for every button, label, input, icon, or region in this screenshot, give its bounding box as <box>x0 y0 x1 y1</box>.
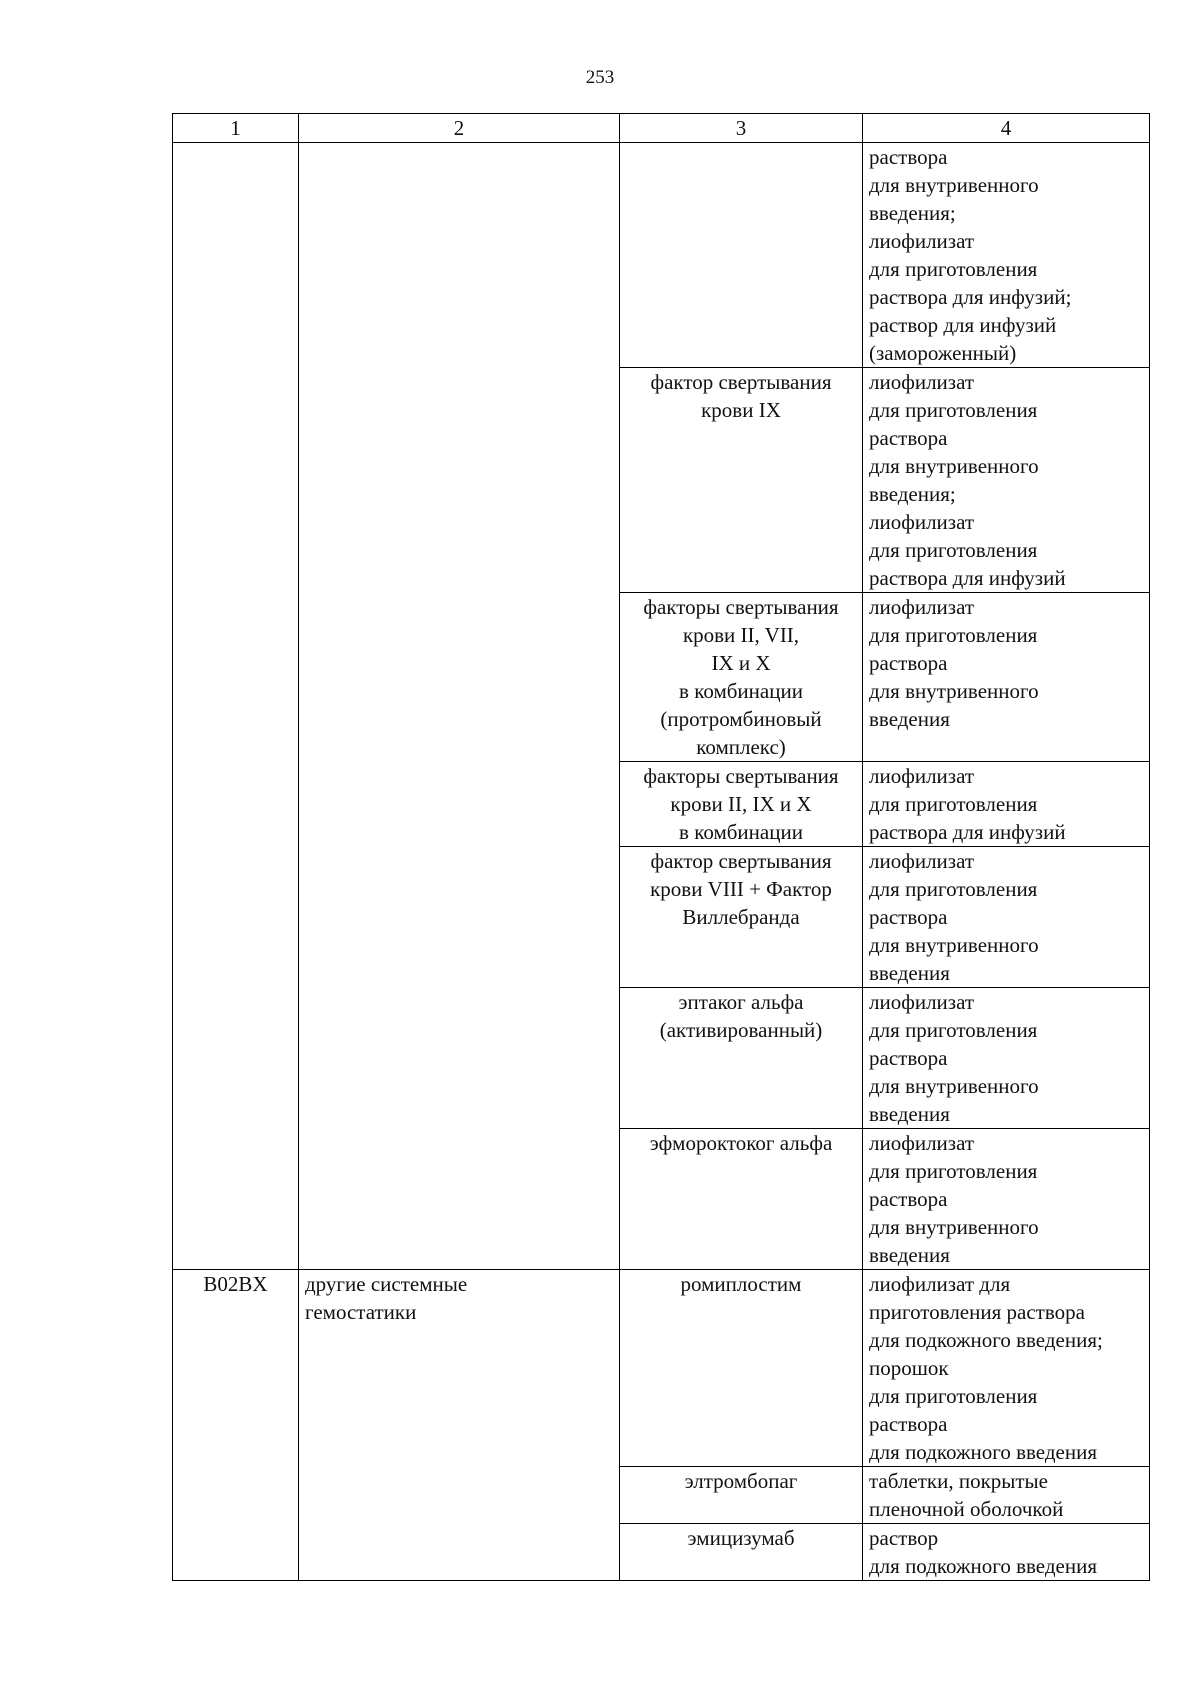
cell-line: для подкожного введения; <box>869 1328 1103 1352</box>
cell-line: факторы свертывания <box>643 595 839 619</box>
substance-cell <box>620 368 863 593</box>
substance-cell <box>620 988 863 1129</box>
cell-line: крови IX <box>701 398 781 422</box>
cell-line: введения <box>869 1243 950 1267</box>
cell-line: (протромбиновый <box>660 707 822 731</box>
cell-line: в комбинации <box>679 679 803 703</box>
dosage-form-cell <box>863 1270 1150 1467</box>
dosage-form-cell <box>863 593 1150 762</box>
substance-cell <box>620 593 863 762</box>
cell-line: раствора <box>869 1187 948 1211</box>
substance-cell <box>620 847 863 988</box>
dosage-form-cell <box>863 1467 1150 1524</box>
cell-line: IX и X <box>711 651 771 675</box>
cell-line: введения; <box>869 482 956 506</box>
atc-code-cell <box>173 1270 299 1581</box>
cell-line: ромиплостим <box>680 1272 802 1296</box>
cell-line: для внутривенного <box>869 173 1039 197</box>
cell-line: Виллебранда <box>682 905 800 929</box>
cell-line: раствор <box>869 1526 939 1550</box>
cell-line: раствора <box>869 651 948 675</box>
cell-line: лиофилизат <box>869 595 975 619</box>
cell-line: для подкожного введения <box>869 1554 1097 1578</box>
cell-line: для приготовления <box>869 792 1038 816</box>
cell-line: комплекс) <box>696 735 786 759</box>
cell-line: раствора <box>869 905 948 929</box>
cell-line: для приготовления <box>869 1159 1038 1183</box>
cell-line: крови II, VII, <box>682 623 800 647</box>
table-row <box>173 1270 1150 1467</box>
cell-line: раствора для инфузий <box>869 820 1066 844</box>
cell-line: фактор свертывания <box>650 370 832 394</box>
cell-line: введения <box>869 1102 950 1126</box>
cell-line: раствора <box>869 1046 948 1070</box>
cell-line: лиофилизат <box>869 510 975 534</box>
substance-cell <box>620 1270 863 1467</box>
cell-line: элтромбопаг <box>684 1469 798 1493</box>
cell-line: эфмороктоког альфа <box>649 1131 833 1155</box>
header-cell-3: 3 <box>620 114 863 143</box>
cell-line: лиофилизат для <box>869 1272 1011 1296</box>
header-cell-1: 1 <box>173 114 299 143</box>
cell-line: раствора <box>869 145 948 169</box>
cell-line: для подкожного введения <box>869 1440 1097 1464</box>
cell-line: таблетки, покрытые <box>869 1469 1048 1493</box>
cell-line: другие системные <box>305 1272 468 1296</box>
cell-line: для приготовления <box>869 623 1038 647</box>
table-header-row <box>173 114 1150 143</box>
cell-line: введения <box>869 961 950 985</box>
dosage-form-cell <box>863 368 1150 593</box>
cell-line: порошок <box>869 1356 949 1380</box>
dosage-form-cell <box>863 988 1150 1129</box>
substance-cell <box>620 762 863 847</box>
cell-line: пленочной оболочкой <box>869 1497 1064 1521</box>
group-name-cell <box>299 1270 620 1581</box>
page-number: 253 <box>585 67 615 88</box>
dosage-form-cell <box>863 762 1150 847</box>
cell-line: для внутривенного <box>869 454 1039 478</box>
cell-line: (замороженный) <box>869 341 1017 365</box>
cell-line: для приготовления <box>869 1018 1038 1042</box>
cell-line: введения <box>869 707 950 731</box>
atc-code-cell <box>173 143 299 1270</box>
header-cell-4: 4 <box>863 114 1150 143</box>
cell-line: гемостатики <box>305 1300 417 1324</box>
cell-line: крови VIII + Фактор <box>650 877 832 901</box>
cell-line: эптаког альфа <box>678 990 804 1014</box>
cell-line: в комбинации <box>679 820 803 844</box>
cell-line: лиофилизат <box>869 990 975 1014</box>
header-cell-2: 2 <box>299 114 620 143</box>
cell-line: для внутривенного <box>869 933 1039 957</box>
cell-line: B02BX <box>203 1272 268 1296</box>
substance-cell <box>620 1524 863 1581</box>
cell-line: раствора для инфузий <box>869 566 1066 590</box>
cell-line: раствора <box>869 426 948 450</box>
cell-line: для внутривенного <box>869 1215 1039 1239</box>
cell-line: для внутривенного <box>869 679 1039 703</box>
cell-line: лиофилизат <box>869 229 975 253</box>
cell-line: для приготовления <box>869 257 1038 281</box>
cell-line: крови II, IX и X <box>670 792 812 816</box>
cell-line: для приготовления <box>869 1384 1038 1408</box>
cell-line: эмицизумаб <box>687 1526 795 1550</box>
cell-line: для приготовления <box>869 398 1038 422</box>
group-name-cell <box>299 143 620 1270</box>
dosage-form-cell <box>863 1524 1150 1581</box>
substance-cell <box>620 1467 863 1524</box>
drug-table <box>172 113 1150 1581</box>
dosage-form-cell <box>863 847 1150 988</box>
dosage-form-cell <box>863 143 1150 368</box>
cell-line: (активированный) <box>659 1018 823 1042</box>
substance-cell <box>620 143 863 368</box>
cell-line: факторы свертывания <box>643 764 839 788</box>
cell-line: лиофилизат <box>869 849 975 873</box>
cell-line: лиофилизат <box>869 370 975 394</box>
cell-line: лиофилизат <box>869 764 975 788</box>
substance-cell <box>620 1129 863 1270</box>
cell-line: раствора для инфузий; <box>869 285 1072 309</box>
cell-line: для приготовления <box>869 538 1038 562</box>
cell-line: для внутривенного <box>869 1074 1039 1098</box>
cell-line: для приготовления <box>869 877 1038 901</box>
cell-line: лиофилизат <box>869 1131 975 1155</box>
table-row <box>173 143 1150 368</box>
cell-line: фактор свертывания <box>650 849 832 873</box>
dosage-form-cell <box>863 1129 1150 1270</box>
cell-line: введения; <box>869 201 956 225</box>
cell-line: раствор для инфузий <box>869 313 1057 337</box>
cell-line: приготовления раствора <box>869 1300 1085 1324</box>
cell-line: раствора <box>869 1412 948 1436</box>
